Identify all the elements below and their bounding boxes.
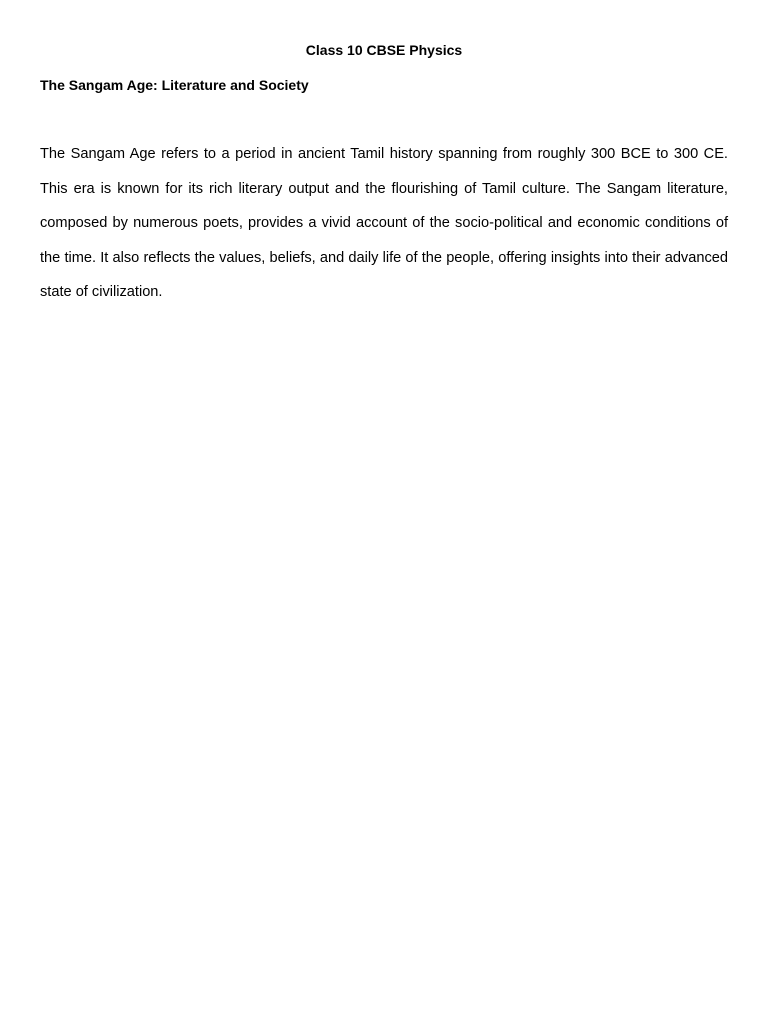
- body-paragraph: The Sangam Age refers to a period in ancient Tamil history spanning from roughly 300 BCE to 300 CE. This era is known for its rich literary output and the flourishing of Tamil culture. The Sangam literature, composed by numerous poets, provides a vivid account of the socio-political and economic conditions of the time. It also reflects the values, beliefs, and daily life of the people, offering insights into their advanced state of civilization.: [40, 146, 728, 301]
- document-title: Class 10 CBSE Physics: [305, 42, 463, 58]
- section-heading: The Sangam Age: Literature and Society: [40, 77, 309, 93]
